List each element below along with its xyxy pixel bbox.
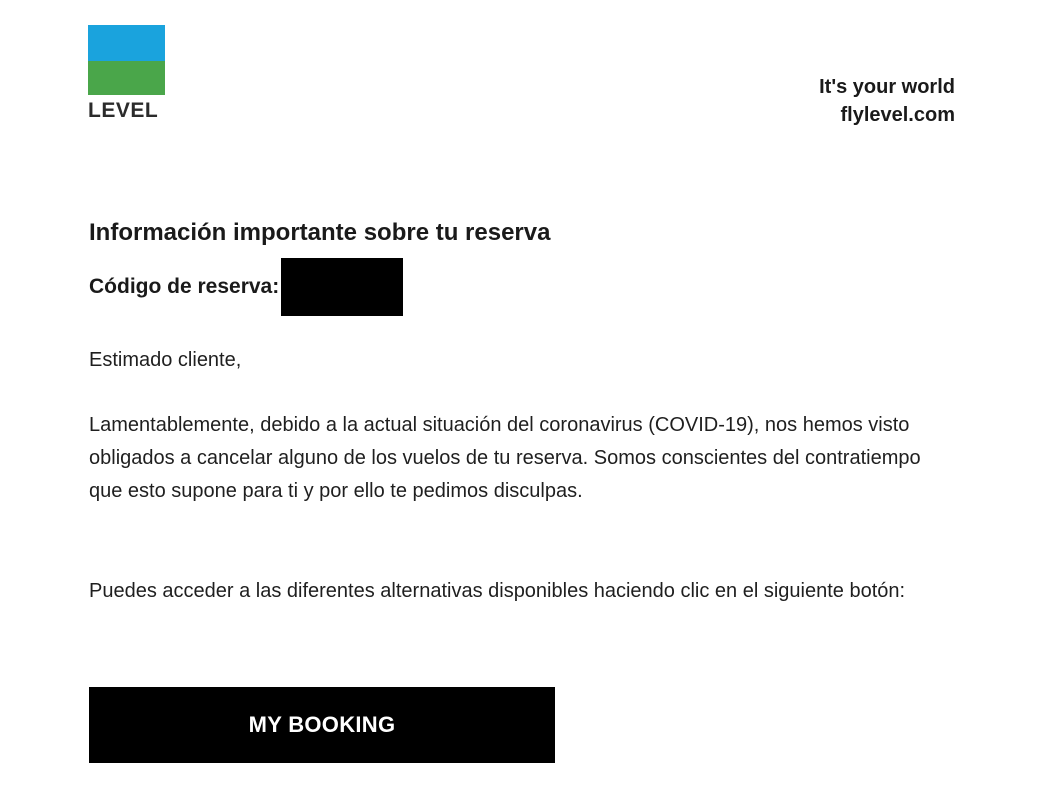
header-tagline	[819, 73, 955, 129]
logo-text: LEVEL	[88, 99, 159, 122]
website-link[interactable]: flylevel.com	[840, 104, 955, 126]
my-booking-button[interactable]: MY BOOKING	[89, 687, 555, 763]
booking-code-label: Código de reserva:	[89, 275, 280, 298]
level-logo	[88, 25, 165, 121]
booking-code-redacted	[281, 258, 403, 316]
email-heading: Información importante sobre tu reserva	[89, 219, 551, 246]
alternatives-paragraph: Puedes acceder a las diferentes alternativas disponibles haciendo clic en el siguiente botón:	[89, 580, 906, 602]
greeting-text: Estimado cliente,	[89, 349, 242, 371]
logo-blue-block	[88, 25, 165, 61]
booking-code-row	[89, 258, 403, 316]
tagline-text: It's your world	[819, 76, 955, 98]
logo-green-block	[88, 61, 165, 95]
cancellation-paragraph: Lamentablemente, debido a la actual situación del coronavirus (COVID-19), nos hemos visto obligados a cancelar alguno de los vuelos de tu reserva. Somos conscientes del contratiempo que esto supone para ti y por ello te pedimos disculpas.	[89, 414, 921, 502]
